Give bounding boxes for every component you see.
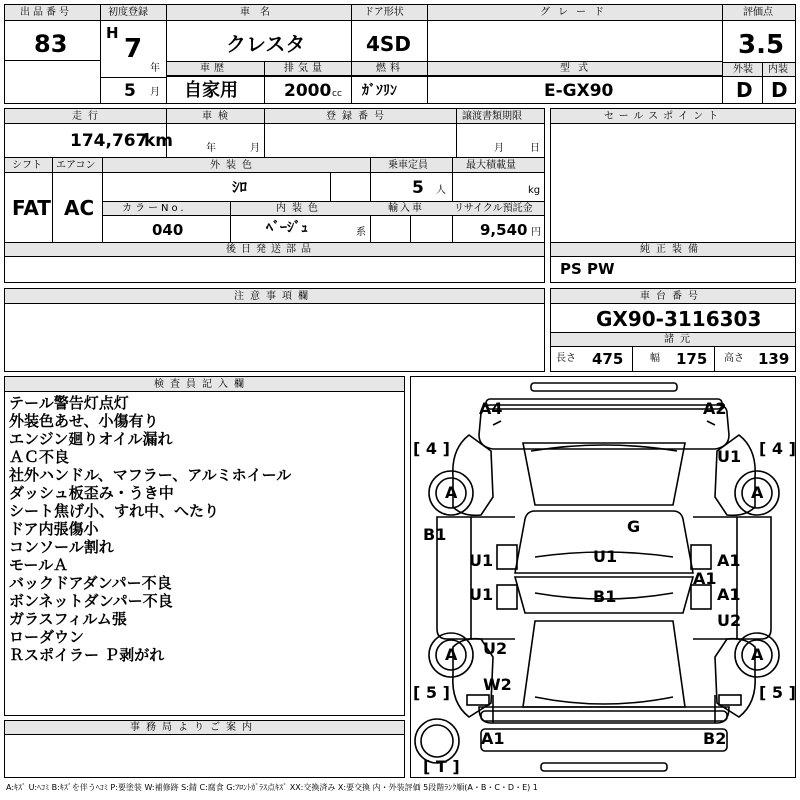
note-line: シート焦げ小、すれ中、へたり (9, 502, 220, 520)
mark-b1-center: B1 (593, 587, 617, 606)
note-line: Ｒスポイラー Ｐ剥がれ (9, 646, 165, 664)
note-line: ダッシュ板歪み・うき中 (9, 484, 174, 502)
mark-u1-left-2: U1 (469, 585, 494, 604)
inspection-month-unit: 月 (250, 143, 260, 154)
score-value: 3.5 (738, 30, 785, 60)
inspector-notes (9, 394, 401, 664)
import-label: 輸入車 (388, 203, 424, 214)
grade-label: グレード (540, 7, 612, 18)
width-value: 175 (676, 350, 708, 368)
trunk-spare-label: [ T ] (423, 757, 460, 776)
tire-rear-left-label: [ 5 ] (413, 683, 450, 702)
transfer-label: 譲渡書類期限 (462, 111, 522, 122)
note-line: ボンネットダンパー不良 (9, 592, 173, 610)
mark-wheel-fr: A (751, 483, 764, 502)
mark-u2-left: U2 (483, 639, 508, 658)
mark-u1-center: U1 (593, 547, 618, 566)
color-no-label: カラーNo. (122, 203, 187, 214)
note-line: ＡＣ不良 (9, 448, 70, 466)
mark-u1-right-top: U1 (717, 447, 742, 466)
capacity-value: 5 (412, 178, 424, 198)
load-label: 最大積載量 (466, 160, 516, 171)
mark-u2-right: U2 (717, 611, 742, 630)
displacement-unit: cc (332, 89, 342, 99)
length-value: 475 (592, 350, 624, 368)
int-color-unit: 系 (356, 227, 366, 238)
ac-value: AC (64, 196, 95, 220)
displacement-value: 2000 (284, 81, 332, 101)
equipment-value: PS PW (560, 260, 615, 278)
mark-b1-left: B1 (423, 525, 447, 544)
fuel-value: ｶﾞｿﾘﾝ (362, 83, 397, 99)
mark-a1-bottom: A1 (481, 729, 505, 748)
door-label: ドア形状 (364, 7, 404, 18)
era-value: H (106, 24, 119, 42)
ac-label: エアコン (56, 160, 96, 171)
chassis-label: 車台番号 (640, 291, 704, 302)
height-value: 139 (758, 350, 790, 368)
mark-wheel-rr: A (751, 645, 764, 664)
shift-value: FAT (12, 196, 51, 220)
int-color-value: ﾍﾞｰｼﾞｭ (266, 220, 308, 236)
car-name-label: 車名 (240, 7, 280, 18)
ext-label: 外装 (733, 64, 753, 75)
note-line: ローダウン (9, 628, 85, 646)
color-no-value: 040 (152, 221, 184, 239)
load-unit: kg (528, 185, 541, 196)
mark-a1-right-1: A1 (717, 551, 741, 570)
note-line: テール警告灯点灯 (9, 394, 129, 412)
capacity-label: 乗車定員 (388, 160, 428, 171)
model-value: E-GX90 (544, 81, 614, 101)
damage-diagram (410, 376, 796, 778)
note-line: バックドアダンパー不良 (9, 574, 172, 592)
month-unit: 月 (150, 87, 160, 98)
dims-label: 諸元 (664, 334, 696, 345)
transfer-month-unit: 月 (494, 143, 504, 154)
lot-number-value: 83 (34, 30, 68, 58)
recycle-label: リサイクル預託金 (454, 203, 533, 214)
capacity-unit: 人 (436, 185, 446, 196)
reg-no-label: 登録番号 (326, 111, 390, 122)
mark-a2: A2 (703, 399, 727, 418)
inspection-year-unit: 年 (206, 143, 216, 154)
recycle-unit: 円 (531, 227, 541, 238)
color-label: 外装色 (210, 160, 258, 171)
month-value: 5 (124, 81, 136, 101)
int-color-label: 内装色 (276, 203, 324, 214)
mark-wheel-fl: A (445, 483, 458, 502)
year-value: 7 (124, 34, 143, 64)
transfer-day-unit: 日 (530, 143, 540, 154)
note-line: 外装色あせ、小傷有り (9, 412, 159, 430)
legend-text: A:ｷｽﾞ U:ﾍｺﾐ B:ｷｽﾞを伴うﾍｺﾐ P:要塗装 W:補修跡 S:錆 C:腐食 G:ﾌﾛﾝﾄｶﾞﾗｽ点ｷｽﾞ XX:交換済み X:要交換 内・外装評価 5段階ﾗﾝｸ順(A・B・C・D・E) 1 (6, 783, 538, 792)
door-value: 4SD (366, 32, 411, 56)
shift-label: シフト (12, 160, 42, 171)
recycle-value: 9,540 (480, 221, 528, 239)
chassis-value: GX90-3116303 (596, 307, 762, 331)
inspection-label: 車検 (202, 111, 234, 122)
length-label: 長さ (556, 353, 576, 364)
int-label: 内装 (768, 64, 788, 75)
inspector-label: 検査員記入欄 (154, 379, 250, 390)
mileage-value: 174,767 (70, 131, 148, 151)
ext-value: D (736, 78, 753, 102)
displacement-label: 排気量 (284, 63, 326, 74)
first-reg-label: 初度登録 (108, 7, 148, 18)
tire-rear-right-label: [ 5 ] (759, 683, 796, 702)
width-label: 幅 (650, 353, 660, 364)
fuel-label: 燃料 (376, 63, 404, 74)
mileage-label: 走行 (72, 111, 104, 122)
note-line: モールＡ (9, 556, 69, 574)
mark-b2-bottom: B2 (703, 729, 727, 748)
sales-point-label: セールスポイント (604, 111, 724, 122)
mark-a1-right-mid: A1 (693, 569, 717, 588)
caution-label: 注意事項欄 (234, 291, 314, 302)
model-label: 型式 (560, 63, 596, 74)
note-line: ドア内張傷小 (9, 520, 99, 538)
equipment-label: 純正装備 (640, 244, 704, 255)
int-value: D (771, 78, 788, 102)
history-value: 自家用 (184, 80, 238, 101)
note-line: エンジン廻りオイル漏れ (9, 430, 173, 448)
car-name-value: クレスタ (226, 32, 306, 56)
mark-g: G (627, 517, 641, 536)
car-outline-diagram (411, 377, 797, 779)
mileage-unit: km (144, 131, 174, 151)
color-value: ｼﾛ (232, 178, 248, 196)
tire-front-right-label: [ 4 ] (759, 439, 796, 458)
lot-number-label: 出品番号 (20, 7, 72, 18)
office-label: 事務局よりご案内 (130, 722, 258, 733)
history-label: 車歴 (200, 63, 228, 74)
note-line: ガラスフィルム張 (9, 610, 127, 628)
score-label: 評価点 (743, 7, 773, 18)
year-unit: 年 (150, 63, 160, 74)
mark-w2: W2 (483, 675, 512, 694)
note-line: 社外ハンドル、マフラー、アルミホイール (9, 466, 292, 484)
mark-a4: A4 (479, 399, 503, 418)
note-line: コンソール割れ (9, 538, 114, 556)
mark-u1-left-1: U1 (469, 551, 494, 570)
tire-front-left-label: [ 4 ] (413, 439, 450, 458)
later-parts-label: 後日発送部品 (226, 244, 316, 255)
mark-a1-right-2: A1 (717, 585, 741, 604)
height-label: 高さ (724, 353, 744, 364)
mark-wheel-rl: A (445, 645, 458, 664)
